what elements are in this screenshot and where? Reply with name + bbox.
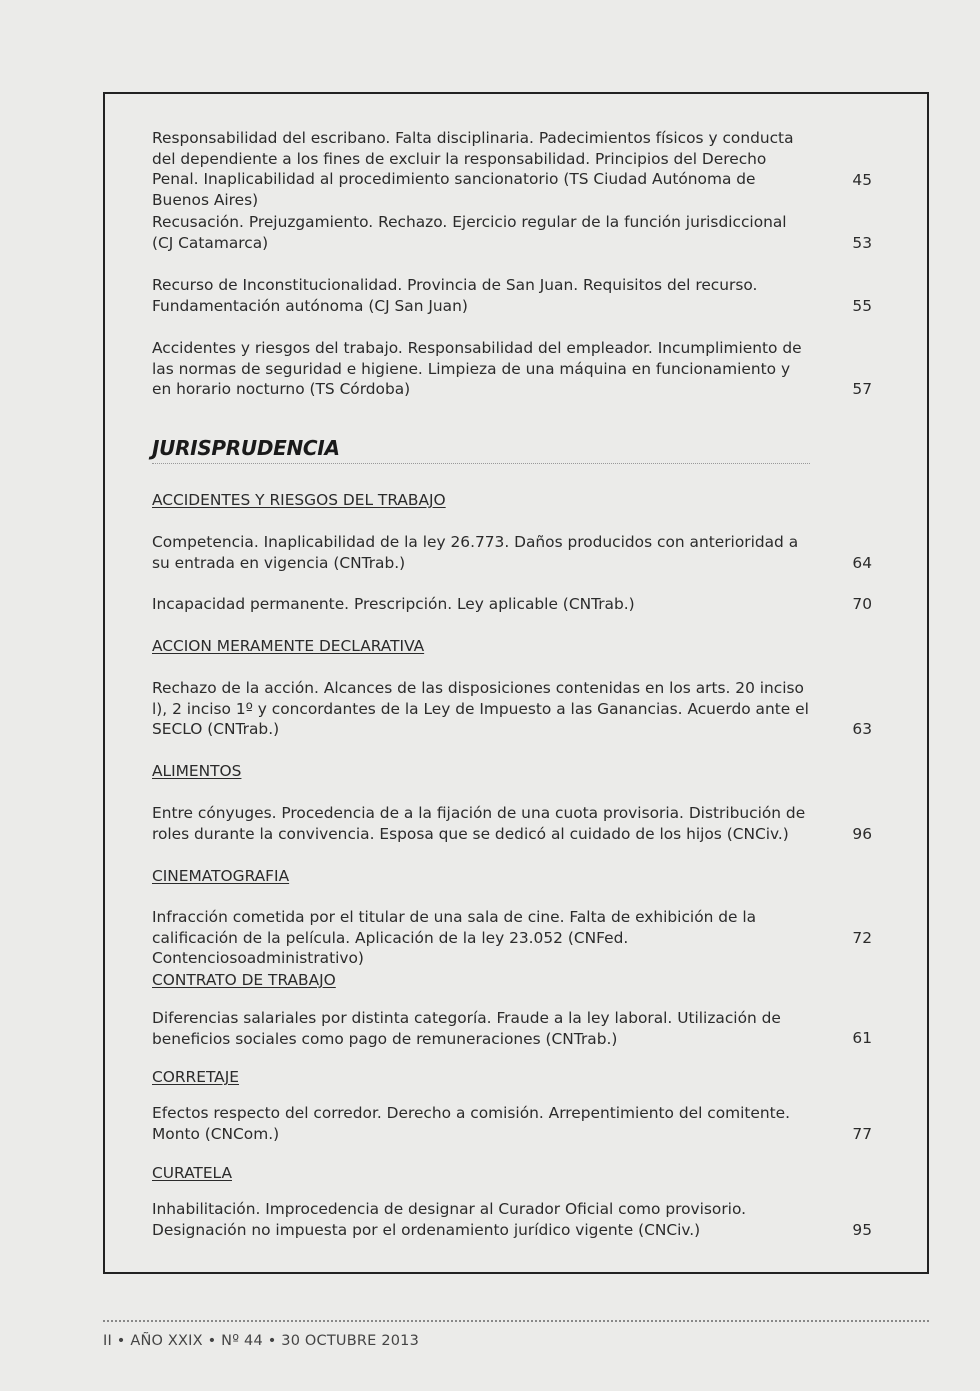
- category-heading: ACCIDENTES Y RIESGOS DEL TRABAJO: [152, 491, 446, 509]
- index-entry: Accidentes y riesgos del trabajo. Responsabilidad del empleador. Incumplimiento de las normas de seguridad e higiene. Limpieza de una máquina en funcionamiento y en horario nocturno (TS Córdoba): [152, 339, 802, 398]
- page-number: 64: [852, 554, 872, 572]
- page-number: 96: [852, 825, 872, 843]
- section-title: JURISPRUDENCIA: [152, 436, 340, 460]
- page-number: 61: [852, 1029, 872, 1047]
- index-entry: Responsabilidad del escribano. Falta disciplinaria. Padecimientos físicos y conducta del dependiente a los fines de excluir la responsabilidad. Principios del Derecho Penal. Inaplicabilidad al procedimiento sancionatorio (TS Ciudad Autónoma de Buenos Aires): [152, 129, 794, 209]
- index-entry: Inhabilitación. Improcedencia de designar al Curador Oficial como provisorio. Designación no impuesta por el ordenamiento jurídico vigente (CNCiv.): [152, 1200, 746, 1239]
- category-heading: CORRETAJE: [152, 1068, 239, 1086]
- footer-issue-info: II • AÑO XXIX • Nº 44 • 30 OCTUBRE 2013: [103, 1333, 420, 1349]
- index-entry: Rechazo de la acción. Alcances de las disposiciones contenidas en los arts. 20 inciso l), 2 inciso 1º y concordantes de la Ley de Impuesto a las Ganancias. Acuerdo ante el SECLO (CNTrab.): [152, 679, 809, 738]
- index-entry: Infracción cometida por el titular de una sala de cine. Falta de exhibición de la calificación de la película. Aplicación de la ley 23.052 (CNFed. Contenciosoadministrativo): [152, 908, 757, 967]
- index-entry: Recusación. Prejuzgamiento. Rechazo. Ejercicio regular de la función jurisdiccional (CJ Catamarca): [152, 213, 787, 252]
- index-entry: Incapacidad permanente. Prescripción. Ley aplicable (CNTrab.): [152, 595, 635, 613]
- page-number: 95: [852, 1221, 872, 1239]
- index-entry: Competencia. Inaplicabilidad de la ley 26.773. Daños producidos con anterioridad a su entrada en vigencia (CNTrab.): [152, 533, 799, 572]
- category-heading: CURATELA: [152, 1164, 232, 1182]
- footer-divider: [103, 1320, 929, 1322]
- page-number: 70: [852, 595, 872, 613]
- index-entry: Entre cónyuges. Procedencia de a la fijación de una cuota provisoria. Distribución de roles durante la convivencia. Esposa que se dedicó al cuidado de los hijos (CNCiv.): [152, 804, 806, 843]
- page-number: 63: [852, 720, 872, 738]
- index-entry: Recurso de Inconstitucionalidad. Provincia de San Juan. Requisitos del recurso. Fundamentación autónoma (CJ San Juan): [152, 276, 758, 315]
- category-heading: CINEMATOGRAFIA: [152, 867, 290, 885]
- page-number: 57: [852, 380, 872, 398]
- category-heading: CONTRATO DE TRABAJO: [152, 971, 336, 989]
- page-number: 55: [852, 297, 872, 315]
- index-entry: Diferencias salariales por distinta categoría. Fraude a la ley laboral. Utilización de beneficios sociales como pago de remuneraciones (CNTrab.): [152, 1009, 781, 1048]
- page-number: 77: [852, 1125, 872, 1143]
- category-heading: ALIMENTOS: [152, 762, 242, 780]
- page-number: 72: [852, 929, 872, 947]
- section-divider: [152, 463, 810, 464]
- index-entry: Efectos respecto del corredor. Derecho a comisión. Arrepentimiento del comitente. Monto (CNCom.): [152, 1104, 791, 1143]
- category-heading: ACCION MERAMENTE DECLARATIVA: [152, 637, 425, 655]
- page-number: 45: [852, 171, 872, 189]
- page-number: 53: [852, 234, 872, 252]
